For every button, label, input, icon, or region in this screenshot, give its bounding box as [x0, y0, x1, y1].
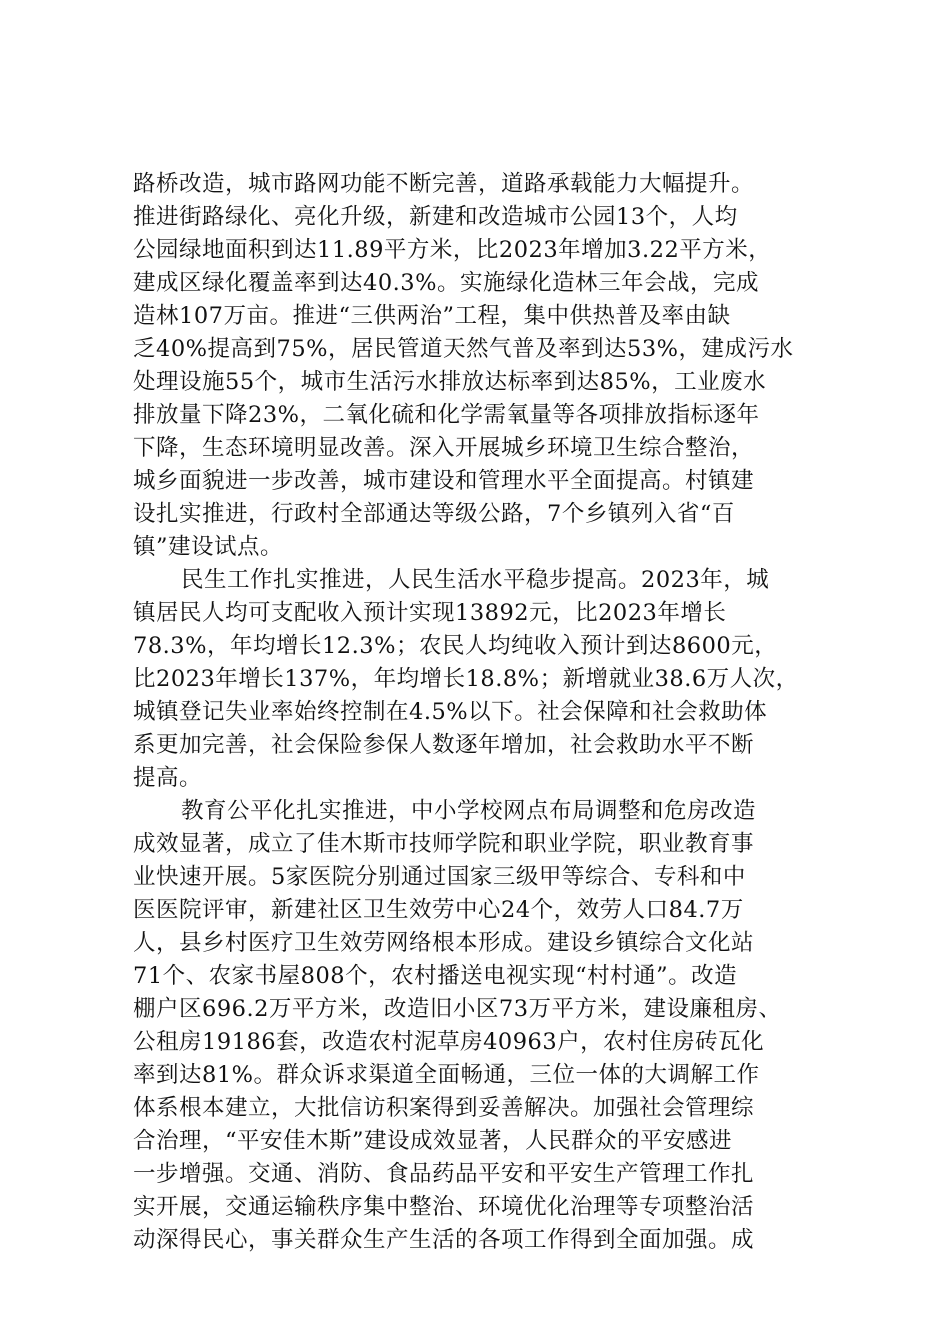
text-line: 人，县乡村医疗卫生效劳网络根本形成。建设乡镇综合文化站: [133, 930, 755, 956]
text-line: 公园绿地面积到达11.89平方米，比2023年增加3.22平方米，: [133, 237, 772, 263]
text-line: 设扎实推进，行政村全部通达等级公路，7个乡镇列入省“百: [133, 501, 735, 527]
text-line-first: 教育公平化扎实推进，中小学校网点布局调整和危房改造: [181, 798, 757, 824]
text-line: 推进街路绿化、亮化升级，新建和改造城市公园13个，人均: [133, 204, 738, 230]
text-line: 71个、农家书屋808个，农村播送电视实现“村村通”。改造: [133, 963, 738, 989]
text-line: 建成区绿化覆盖率到达40.3%。实施绿化造林三年会战，完成: [133, 270, 759, 296]
text-line: 医医院评审，新建社区卫生效劳中心24个，效劳人口84.7万: [133, 897, 744, 923]
text-line: 镇”建设试点。: [133, 534, 284, 560]
text-line: 乏40%提高到75%，居民管道天然气普及率到达53%，建成污水: [133, 336, 794, 362]
text-line: 城镇登记失业率始终控制在4.5%以下。社会保障和社会救助体: [133, 699, 768, 725]
text-line: 合治理，“平安佳木斯”建设成效显著，人民群众的平安感进: [133, 1128, 733, 1154]
text-line: 路桥改造，城市路网功能不断完善，道路承载能力大幅提升。: [133, 171, 755, 197]
document-body: [133, 168, 833, 1257]
text-line: 实开展，交通运输秩序集中整治、环境优化治理等专项整治活: [133, 1194, 755, 1220]
paragraph-education-health: [133, 795, 833, 1257]
text-line: 镇居民人均可支配收入预计实现13892元，比2023年增长: [133, 600, 727, 626]
text-line: 体系根本建立，大批信访积案得到妥善解决。加强社会管理综: [133, 1095, 755, 1121]
text-line: 比2023年增长137%，年均增长18.8%；新增就业38.6万人次，: [133, 666, 799, 692]
text-line: 造林107万亩。推进“三供两治”工程，集中供热普及率由缺: [133, 303, 731, 329]
text-line: 公租房19186套，改造农村泥草房40963户，农村住房砖瓦化: [133, 1029, 765, 1055]
text-line: 动深得民心，事关群众生产生活的各项工作得到全面加强。成: [133, 1227, 755, 1253]
text-line: 系更加完善，社会保险参保人数逐年增加，社会救助水平不断: [133, 732, 755, 758]
text-line: 率到达81%。群众诉求渠道全面畅通，三位一体的大调解工作: [133, 1062, 760, 1088]
text-line: 成效显著，成立了佳木斯市技师学院和职业学院，职业教育事: [133, 831, 755, 857]
text-line: 业快速开展。5家医院分别通过国家三级甲等综合、专科和中: [133, 864, 746, 890]
text-line: 处理设施55个，城市生活污水排放达标率到达85%，工业废水: [133, 369, 767, 395]
text-line: 78.3%，年均增长12.3%；农民人均纯收入预计到达8600元，: [133, 633, 778, 659]
text-line: 下降，生态环境明显改善。深入开展城乡环境卫生综合整治，: [133, 435, 755, 461]
paragraph-livelihood: [133, 564, 833, 795]
text-line: 城乡面貌进一步改善，城市建设和管理水平全面提高。村镇建: [133, 468, 755, 494]
text-line-first: 民生工作扎实推进，人民生活水平稳步提高。2023年，城: [181, 567, 770, 593]
text-line: 一步增强。交通、消防、食品药品平安和平安生产管理工作扎: [133, 1161, 755, 1187]
text-line: 提高。: [133, 765, 203, 791]
text-line: 棚户区696.2万平方米，改造旧小区73万平方米，建设廉租房、: [133, 996, 782, 1022]
paragraph-city-construction: [133, 168, 833, 564]
text-line: 排放量下降23%，二氧化硫和化学需氧量等各项排放指标逐年: [133, 402, 760, 428]
